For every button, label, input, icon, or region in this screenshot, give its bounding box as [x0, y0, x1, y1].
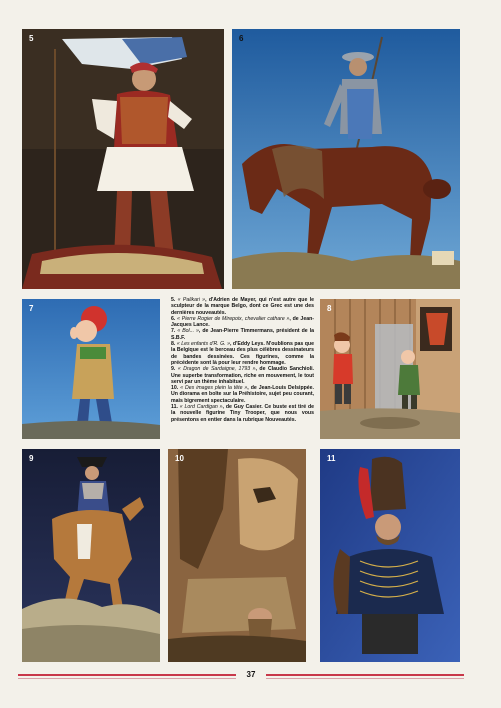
caption-6 — [171, 316, 314, 329]
photo-11 — [320, 449, 460, 662]
photo-8-number: 8 — [327, 304, 332, 313]
photo-6 — [232, 29, 460, 289]
caption-9-text: , de Claudio Sanchioli. Une superbe transformation, riche en mouvement, le tout servi par un thème inhabituel. — [171, 366, 314, 385]
caption-9 — [171, 366, 314, 385]
caption-5 — [171, 297, 314, 316]
caption-7-number: 7. — [171, 328, 176, 335]
caption-9-number: 9. — [171, 366, 176, 373]
photo-10 — [168, 449, 306, 662]
caption-10-title: « Des images plein la tête » — [180, 385, 248, 392]
caption-6-number: 6. — [171, 315, 176, 322]
photo-7-image — [22, 299, 160, 439]
footer-rule-right-under — [266, 678, 464, 679]
caption-6-title: « Pierre Rogier de Mirepoix, chevalier cathare » — [177, 315, 290, 322]
photo-7 — [22, 299, 160, 439]
caption-10-text: , de Jean-Louis Delsippée. Un diorama en boîte sur la Préhistoire, sujet peu courant, mais bigrement spectaculaire. — [171, 385, 314, 404]
photo-9-number: 9 — [29, 454, 34, 463]
photo-6-image — [232, 29, 460, 289]
photo-5-image — [22, 29, 224, 289]
footer-rule-right — [266, 674, 464, 676]
photo-5 — [22, 29, 224, 289]
caption-8 — [171, 341, 314, 366]
caption-5-number: 5. — [171, 297, 176, 303]
caption-10-number: 10. — [171, 385, 179, 392]
caption-6-text: , de Jean-Jacques Lance. — [171, 315, 314, 329]
caption-7-title: « Bol... » — [177, 328, 199, 335]
photo-8 — [320, 299, 460, 439]
photo-10-image — [168, 449, 306, 662]
caption-11-title: « Lord Cardigan » — [179, 404, 223, 411]
photo-8-image — [320, 299, 460, 439]
caption-11-number: 11. — [171, 404, 178, 411]
photo-11-image — [320, 449, 460, 662]
caption-10 — [171, 385, 314, 404]
photo-9-image — [22, 449, 160, 662]
caption-5-text: , d'Adrien de Mayer, qui n'est autre que le sculpteur de la marque Belgo, dont ce Grec est une des dernières nouveautés. — [171, 297, 314, 316]
photo-7-number: 7 — [29, 304, 34, 313]
caption-11-text: , de Guy Casier. Ce buste est tiré de la nouvelle figurine Tiny Trooper, que nous vous présentons en entier dans la rubrique Nouveautés. — [171, 404, 314, 423]
footer-rule-left-under — [18, 678, 236, 679]
caption-8-title: « Les enfants d'R. G. » — [176, 341, 230, 348]
caption-5-title: « Palikari » — [177, 297, 206, 303]
photo-6-number: 6 — [239, 34, 244, 43]
photo-11-number: 11 — [327, 454, 336, 463]
caption-7-text: , de Jean-Pierre Timmermans, président de la S.B.F. — [171, 328, 314, 341]
caption-8-text: , d'Eddy Leys. N'oublions pas que la Belgique est le berceau des plus célèbres dessinateurs de bandes dessinées. Ces figurines, comme la précédente sont là pour leur rendre hommage. — [171, 341, 314, 366]
caption-8-number: 8. — [171, 341, 176, 348]
photo-5-number: 5 — [29, 34, 34, 43]
caption-7 — [171, 328, 314, 341]
photo-9 — [22, 449, 160, 662]
caption-9-title: « Dragon de Sardaigne, 1793 » — [177, 366, 256, 373]
footer-rule-left — [18, 674, 236, 676]
caption-column — [171, 297, 314, 423]
photo-10-number: 10 — [175, 454, 184, 463]
page-number: 37 — [246, 670, 256, 679]
caption-11 — [171, 404, 314, 423]
